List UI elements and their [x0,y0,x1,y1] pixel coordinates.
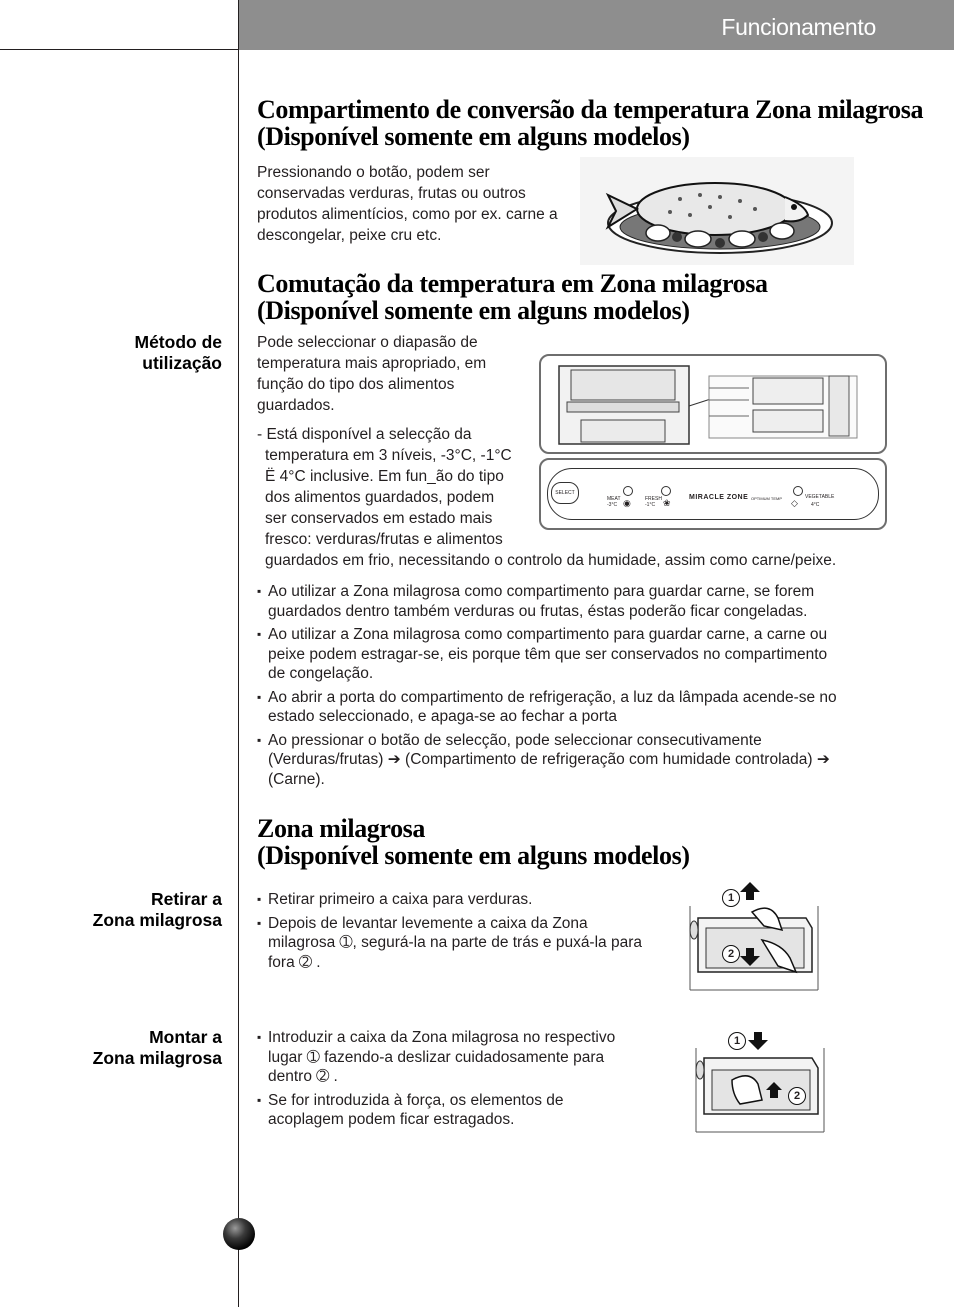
side-label-usage [135,332,223,374]
mount-drawer-illustration [692,1028,828,1136]
miracle-zone-brand: MIRACLE ZONE [689,494,749,501]
section1-body-line: Pressionando o botão, podem ser [257,164,490,181]
header-bar [238,0,954,50]
section2-title-line1: Comutação da temperatura em Zona milagrosa [257,269,768,298]
dash-line: - Está disponível a selecção da [257,426,472,443]
top-rule [0,49,238,50]
intro-line: temperatura mais apropriado, em [257,355,487,372]
bullet-item [257,625,877,684]
bullet-line: ▪ Introduzir a caixa da Zona milagrosa no respectivo [268,1029,616,1046]
bullet-item [257,890,667,910]
bullet-line: acoplagem podem ficar estragados. [268,1111,515,1128]
fish-platter-image [580,157,854,265]
section1-body-line: conservadas verduras, frutas ou outros [257,185,526,202]
carrot-icon: ◇ [791,498,798,508]
side-label-remove [93,889,222,931]
fresh-temp: -1°C [645,502,656,508]
bullet-line: fora ➁ . [268,953,321,971]
bullet-item [257,582,877,621]
dash-line: temperatura em 3 níveis, -3°C, -1°C [265,447,512,464]
side-label-line: Método de [134,332,222,352]
remove-drawer-illustration [686,882,822,994]
step-1-marker: 1 [728,1032,746,1050]
meat-temp: -3°C [607,502,618,508]
section3-title-line1: Zona milagrosa [257,814,425,843]
side-label-line: Retirar a [150,889,222,909]
step-2-marker: 2 [788,1087,806,1105]
bullet-item [257,731,877,790]
intro-line: função do tipo dos alimentos [257,376,455,393]
meat-label: MEAT [607,496,621,502]
bullet-line: milagrosa ➀, segurá-la na parte de trás e puxá-la para [268,934,642,951]
select-button-label: SELECT [555,490,575,496]
vegetable-temp: 4°C [811,502,820,508]
bullet-line: ▪ Depois de levantar levemente a caixa da Zona [268,914,588,932]
meat-indicator-led [623,486,633,496]
bullet-line: guardados dentro também verduras ou frutas, éstas poderão ficar congeladas. [268,602,808,620]
section3-title [257,815,927,869]
optimum-temp-label: OPTIMUM TEMP [751,496,783,501]
section1-body-line: produtos alimentícios, como por ex. carne a [257,206,558,223]
section1-title-line2: (Disponível somente em alguns modelos) [257,122,690,151]
dash-line: dos alimentos guardados, podem [265,489,495,506]
bullet-item [257,1091,667,1130]
step-1-marker: 1 [722,889,740,907]
dash-line: ser conservados em estado mais [265,510,493,527]
vegetable-label: VEGETABLE [805,494,835,500]
miracle-zone-control-panel [539,458,887,530]
remove-bullets [257,890,667,976]
fresh-label: FRESH [645,496,662,502]
bullet-line: de congelação. [268,665,374,682]
select-button[interactable] [551,482,579,504]
fridge-drawer-image [539,354,887,454]
fridge-drawer-illustration [541,356,885,452]
section1-body [257,162,577,246]
mount-bullets [257,1028,667,1134]
section2-title-line2: (Disponível somente em alguns modelos) [257,296,690,325]
bullet-line: dentro ➁ . [268,1068,338,1085]
vegetable-indicator-led [793,486,803,496]
bullet-line: (Verduras/frutas) ➔ (Compartimento de refrigeração com humidade controlada) ➔ [268,751,830,768]
side-label-line: utilização [142,353,222,373]
meat-icon: ◉ [623,498,631,508]
bullet-line: ▪ Se for introduzida à força, os elementos de [268,1091,564,1109]
fresh-indicator-led [661,486,671,496]
bullet-item [257,1028,667,1087]
bullet-line: peixe podem estragar-se, eis porque têm que ser conservados no compartimento [268,645,828,663]
intro-line: guardados. [257,397,335,414]
bullet-line: lugar ➀ fazendo-a deslizar cuidadosamente para [268,1048,605,1066]
bullet-item [257,688,877,727]
dash-line: fresco: verduras/frutas e alimentos [265,531,503,548]
dash-line: Ë 4°C inclusive. Em fun_ão do tipo [265,468,504,485]
bullet-line: (Carne). [268,770,325,788]
side-label-mount [93,1027,222,1069]
bullet-line: estado seleccionado, e apaga-se ao fechar a porta [268,708,617,725]
bullet-line: ▪ Ao utilizar a Zona milagrosa como compartimento para guardar carne, se forem [268,583,815,600]
fish-illustration [580,157,854,265]
header-title: Funcionamento [721,14,876,40]
side-label-line: Montar a [149,1027,222,1047]
section1-body-line: descongelar, peixe cru etc. [257,227,442,244]
page-marker-dot [223,1218,255,1250]
fish-icon: ❀ [663,498,671,508]
section2-intro [257,332,527,416]
dash-line: guardados em frio, necessitando o controlo da humidade, assim como carne/peixe. [265,552,837,569]
section2-title [257,270,927,324]
step-2-marker: 2 [722,945,740,963]
bullet-line: ▪ Ao pressionar o botão de selecção, pode seleccionar consecutivamente [268,731,762,749]
margin-rule [238,0,239,1307]
bullet-line: ▪ Ao abrir a porta do compartimento de refrigeração, a luz da lâmpada acende-se no [268,688,837,706]
remove-drawer-image [686,882,822,994]
section2-bullets [257,582,877,793]
side-label-line: Zona milagrosa [92,1048,222,1068]
section3-title-line2: (Disponível somente em alguns modelos) [257,841,690,870]
section1-title-line1: Compartimento de conversão da temperatura Zona milagrosa [257,95,924,124]
bullet-line: ▪ Retirar primeiro a caixa para verduras. [268,891,533,908]
side-label-line: Zona milagrosa [92,910,222,930]
bullet-line: ▪ Ao utilizar a Zona milagrosa como compartimento para guardar carne, a carne ou [268,626,828,643]
intro-line: Pode seleccionar o diapasão de [257,334,478,351]
section1-title [257,96,927,150]
bullet-item [257,914,667,973]
mount-drawer-image [692,1028,828,1136]
